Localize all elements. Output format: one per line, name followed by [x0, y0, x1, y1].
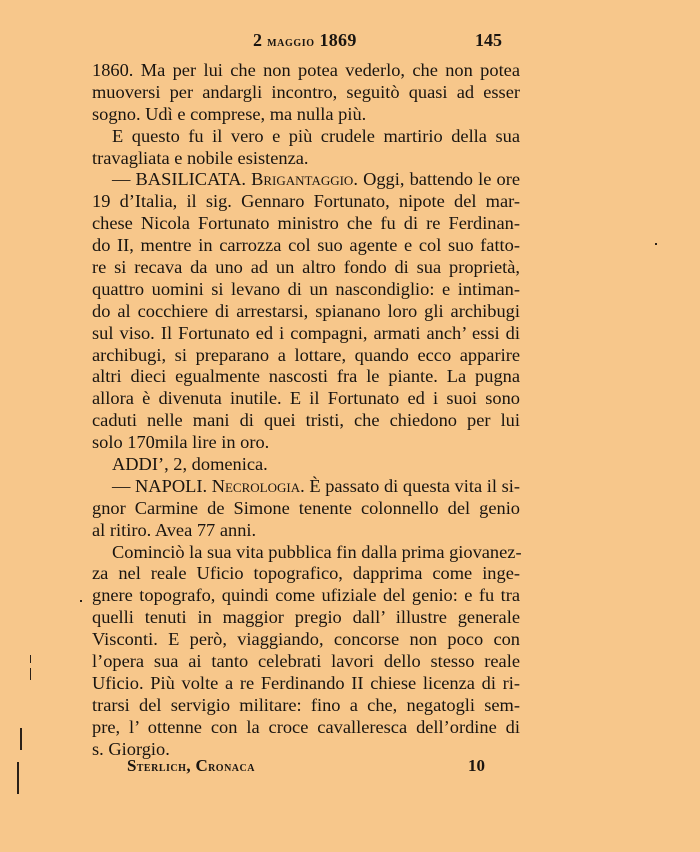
scan-mark — [20, 728, 22, 750]
text-line: 1860. Ma per lui che non potea vederlo, che non potea — [92, 60, 520, 80]
signature-mark — [127, 756, 255, 776]
text-line: 19 d’Italia, il sig. Gennaro Fortunato, nipote del mar- — [92, 191, 520, 212]
page-number: 145 — [475, 30, 502, 50]
signature-word-1: terlich — [136, 760, 187, 775]
header-date-year: 1869 — [319, 30, 357, 50]
header-date-day: 2 — [253, 30, 263, 50]
signature-separator: , C — [186, 756, 209, 775]
text-line: caduti nelle mani di quei tristi, che chiedono per lui — [92, 410, 520, 431]
scan-mark — [655, 243, 657, 245]
text-line: do II, mentre in carrozza col suo agente e col suo fatto- — [92, 235, 520, 256]
section-heading: — NAPOLI. — [112, 475, 212, 496]
text-line — [92, 476, 520, 498]
text-line — [92, 169, 520, 191]
signature-number: 10 — [468, 756, 485, 775]
text-line: pre, l’ ottenne con la croce cavalleresca dell’ordine di — [92, 716, 520, 737]
text-line: muoversi per andargli incontro, seguitò quasi ad esser — [92, 81, 520, 102]
scan-mark — [30, 668, 31, 680]
text-line: altri dieci egualmente nascosti fra le piante. La pugna — [92, 366, 520, 387]
page-footer — [0, 756, 700, 780]
line-text: Oggi, battendo le ore — [357, 169, 520, 190]
header-date-month: maggio — [267, 35, 315, 50]
signature-initial-1: S — [127, 756, 137, 775]
text-line: ADDI’, 2, domenica. — [112, 454, 268, 475]
line-text: È passato di questa vita il si- — [304, 475, 520, 496]
text-line: quattro uomini si levano di un nascondiglio: e intiman- — [92, 278, 520, 299]
text-line: Cominciò la sua vita pubblica fin dalla prima giovanez- — [112, 541, 522, 562]
section-subheading: Necrologia. — [211, 475, 305, 496]
body-text — [92, 60, 520, 761]
text-line: quelli tenuti in maggior pregio dall’ illustre generale — [92, 607, 520, 628]
text-line: E questo fu il vero e più crudele martirio della sua — [112, 125, 520, 146]
text-line: archibugi, si preparano a lottare, quando ecco apparire — [92, 344, 520, 365]
page-header — [0, 30, 700, 54]
section-heading: — BASILICATA. — [112, 169, 252, 190]
text-line: re si recava da uno ad un altro fondo di sua proprietà, — [92, 257, 520, 278]
text-line: l’opera sua ai tanto celebrati lavori dello stesso reale — [92, 651, 520, 672]
section-subheading: Brigantaggio. — [251, 169, 358, 190]
text-line: gnor Carmine de Simone tenente colonnello del genio — [92, 497, 520, 518]
text-line: travagliata e nobile esistenza. — [92, 147, 309, 168]
scan-mark — [17, 762, 19, 794]
text-line: do al cocchiere di arrestarsi, spianano loro gli archibugi — [92, 300, 520, 321]
text-line: chese Nicola Fortunato ministro che fu di re Ferdinan- — [92, 213, 520, 234]
text-line: gnere topografo, quindi come ufiziale del genio: e fu tra — [92, 585, 520, 606]
header-date — [253, 30, 357, 51]
text-line: al ritiro. Avea 77 anni. — [92, 519, 257, 540]
scan-mark — [80, 600, 82, 602]
scan-mark — [30, 655, 31, 663]
text-line: solo 170mila lire in oro. — [92, 432, 270, 453]
signature-word-2: ronaca — [208, 760, 255, 775]
text-line: za nel reale Uficio topografico, dapprima come inge- — [92, 563, 520, 584]
text-line: Uficio. Più volte a re Ferdinando II chiese licenza di ri- — [92, 672, 520, 693]
text-line: sogno. Udì e comprese, ma nulla più. — [92, 103, 367, 124]
text-line: Visconti. E però, viaggiando, concorse non poco con — [92, 629, 520, 650]
text-line: allora è divenuta inutile. E il Fortunato ed i suoi sono — [92, 388, 520, 409]
text-line: trarsi del servigio militare: fino a che, negatogli sem- — [92, 694, 520, 715]
text-line: s. Giorgio. — [92, 738, 170, 759]
text-line: sul viso. Il Fortunato ed i compagni, armati anch’ essi di — [92, 322, 520, 343]
